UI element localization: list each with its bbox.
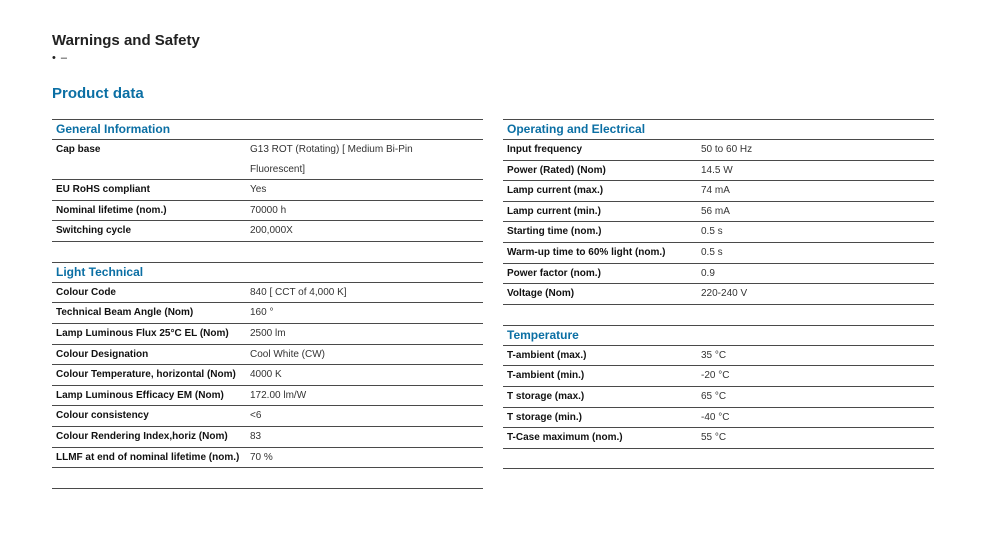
section-end-gap	[52, 468, 483, 489]
section-gap	[52, 242, 483, 263]
spec-label: EU RoHS compliant	[56, 184, 150, 195]
spec-value: 160 °	[250, 307, 274, 319]
light-technical-header: Light Technical	[52, 263, 483, 283]
spec-label: Lamp Luminous Flux 25°C EL (Nom)	[56, 327, 229, 339]
left-column	[52, 119, 483, 489]
spec-row	[503, 202, 934, 223]
spec-row	[52, 283, 483, 304]
spec-label: Lamp Luminous Efficacy EM (Nom)	[56, 389, 224, 401]
spec-label: T-Case maximum (nom.)	[507, 432, 623, 444]
spec-label: T storage (max.)	[507, 390, 585, 402]
spec-row	[503, 243, 934, 264]
spec-row	[52, 140, 483, 180]
spec-row	[52, 221, 483, 242]
spec-value: -40 °C	[701, 411, 730, 423]
warnings-bullet: • –	[52, 52, 69, 64]
spec-row	[52, 324, 483, 345]
spec-label: Technical Beam Angle (Nom)	[56, 307, 194, 319]
spec-value: 172.00 lm/W	[250, 389, 307, 401]
spec-value: 70000 h	[250, 204, 287, 216]
spec-label: Power factor (nom.)	[507, 267, 601, 279]
spec-row	[503, 366, 934, 387]
spec-label: Input frequency	[507, 144, 583, 155]
spec-row	[503, 346, 934, 367]
operating-electrical-header: Operating and Electrical	[503, 119, 934, 140]
spec-label: T-ambient (min.)	[507, 370, 585, 382]
spec-label: Switching cycle	[56, 225, 132, 237]
spec-row	[503, 181, 934, 202]
spec-row	[503, 264, 934, 285]
spec-value: 840 [ CCT of 4,000 K]	[250, 286, 347, 298]
section-end-gap	[503, 449, 934, 470]
product-data-title: Product data	[52, 85, 144, 102]
spec-label: Colour Designation	[56, 348, 149, 360]
spec-row	[52, 180, 483, 201]
spec-value: 56 mA	[701, 205, 730, 217]
spec-value: 50 to 60 Hz	[701, 144, 753, 155]
spec-row	[52, 345, 483, 366]
spec-label: Lamp current (min.)	[507, 205, 601, 217]
spec-value: G13 ROT (Rotating) [ Medium Bi-Pin Fluorescent]	[250, 144, 413, 175]
spec-label: LLMF at end of nominal lifetime (nom.)	[56, 451, 240, 463]
spec-row	[52, 448, 483, 469]
spec-label: Nominal lifetime (nom.)	[56, 204, 167, 216]
spec-row	[52, 386, 483, 407]
spec-value: 4000 K	[250, 369, 282, 381]
spec-value: 14.5 W	[701, 164, 733, 176]
spec-row	[503, 222, 934, 243]
spec-value: 70 %	[250, 451, 273, 463]
spec-row	[52, 365, 483, 386]
spec-label: Warm-up time to 60% light (nom.)	[507, 246, 666, 258]
spec-label: T storage (min.)	[507, 411, 583, 423]
spec-row	[52, 427, 483, 448]
spec-value: 200,000X	[250, 225, 293, 237]
spec-row	[503, 161, 934, 182]
spec-label: Voltage (Nom)	[507, 288, 575, 300]
spec-value: 65 °C	[701, 390, 727, 402]
spec-row	[503, 284, 934, 305]
spec-value: 0.5 s	[701, 246, 723, 258]
spec-label: Lamp current (max.)	[507, 185, 604, 197]
right-column	[503, 119, 934, 469]
spec-value: -20 °C	[701, 370, 730, 382]
spec-row	[52, 201, 483, 222]
spec-value: Yes	[250, 184, 267, 195]
spec-label: Colour consistency	[56, 410, 149, 422]
temperature-header: Temperature	[503, 326, 934, 346]
spec-row	[503, 387, 934, 408]
spec-label: Power (Rated) (Nom)	[507, 164, 606, 176]
spec-label: Colour Code	[56, 286, 116, 298]
spec-row	[52, 406, 483, 427]
spec-value: 35 °C	[701, 349, 727, 361]
general-information-header: General Information	[52, 119, 483, 140]
spec-row	[52, 303, 483, 324]
spec-row	[503, 428, 934, 449]
spec-value: 220-240 V	[701, 288, 748, 300]
spec-value: 83	[250, 430, 262, 442]
spec-value: Cool White (CW)	[250, 348, 326, 360]
spec-row	[503, 140, 934, 161]
spec-value: 74 mA	[701, 185, 730, 197]
spec-label: Colour Rendering Index,horiz (Nom)	[56, 430, 228, 442]
section-gap	[503, 305, 934, 326]
spec-value: 0.5 s	[701, 226, 723, 238]
spec-label: Cap base	[56, 144, 101, 155]
spec-value: 0.9	[701, 267, 715, 279]
spec-row	[503, 408, 934, 429]
spec-label: Starting time (nom.)	[507, 226, 602, 238]
spec-label: T-ambient (max.)	[507, 349, 587, 361]
spec-value: 2500 lm	[250, 327, 286, 339]
warnings-title: Warnings and Safety	[52, 32, 200, 49]
spec-value: 55 °C	[701, 432, 727, 444]
spec-label: Colour Temperature, horizontal (Nom)	[56, 369, 236, 381]
spec-value: <6	[250, 410, 262, 422]
